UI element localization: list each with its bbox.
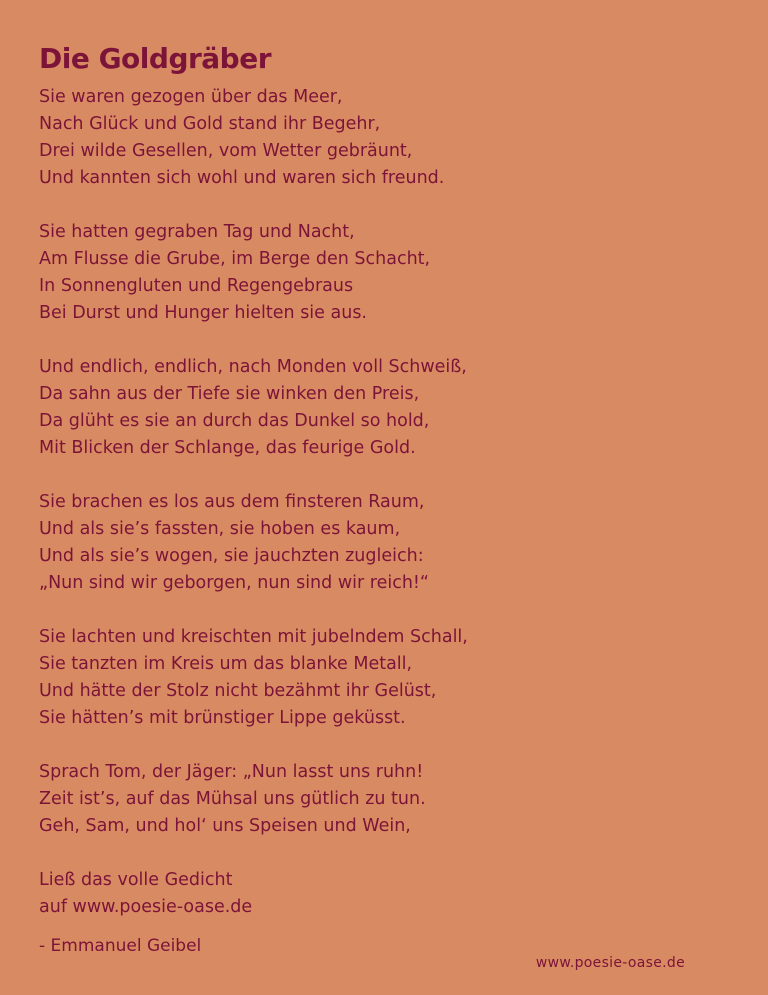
- poem-line: Sie hätten’s mit brünstiger Lippe geküsst.: [39, 708, 406, 728]
- poem-line: Und hätte der Stolz nicht bezähmt ihr Gelüst,: [39, 681, 437, 701]
- poem-title: Die Goldgräber: [39, 42, 272, 75]
- stanza: [39, 489, 739, 597]
- poem-line: Sie hatten gegraben Tag und Nacht,: [39, 222, 355, 242]
- poem-line: Da sahn aus der Tiefe sie winken den Preis,: [39, 384, 420, 404]
- poem-line: Und als sie’s wogen, sie jauchzten zugleich:: [39, 546, 424, 566]
- poem-line: Sie lachten und kreischten mit jubelndem Schall,: [39, 627, 468, 647]
- site-watermark: www.poesie-oase.de: [535, 955, 685, 971]
- poem-line: Sie waren gezogen über das Meer,: [39, 87, 343, 107]
- poem-line: Geh, Sam, und hol‘ uns Speisen und Wein,: [39, 816, 411, 836]
- poem-page: [39, 38, 739, 948]
- poem-line: Nach Glück und Gold stand ihr Begehr,: [39, 114, 381, 134]
- stanza: [39, 759, 739, 840]
- poem-line: Und endlich, endlich, nach Monden voll Schweiß,: [39, 357, 467, 377]
- note-line: auf www.poesie-oase.de: [39, 897, 253, 917]
- poem-line: Sprach Tom, der Jäger: „Nun lasst uns ruhn!: [39, 762, 424, 782]
- poem-line: „Nun sind wir geborgen, nun sind wir reich!“: [39, 573, 429, 593]
- poem-line: Und als sie’s fassten, sie hoben es kaum,: [39, 519, 401, 539]
- poem-line: Drei wilde Gesellen, vom Wetter gebräunt,: [39, 141, 413, 161]
- read-more-note: [39, 867, 739, 921]
- poem-line: Mit Blicken der Schlange, das feurige Gold.: [39, 438, 416, 458]
- stanza: [39, 624, 739, 732]
- author-credit: - Emmanuel Geibel: [39, 936, 202, 956]
- poem-line: Am Flusse die Grube, im Berge den Schacht,: [39, 249, 431, 269]
- poem-line: Sie brachen es los aus dem finsteren Raum,: [39, 492, 425, 512]
- stanza: [39, 354, 739, 462]
- poem-line: Sie tanzten im Kreis um das blanke Metall,: [39, 654, 413, 674]
- stanza: [39, 219, 739, 327]
- stanza: [39, 84, 739, 192]
- poem-body: [39, 84, 739, 840]
- poem-line: Und kannten sich wohl und waren sich freund.: [39, 168, 445, 188]
- poem-line: Zeit ist’s, auf das Mühsal uns gütlich zu tun.: [39, 789, 426, 809]
- poem-line: Da glüht es sie an durch das Dunkel so hold,: [39, 411, 430, 431]
- poem-line: In Sonnengluten und Regengebraus: [39, 276, 354, 296]
- poem-line: Bei Durst und Hunger hielten sie aus.: [39, 303, 367, 323]
- note-line: Ließ das volle Gedicht: [39, 870, 233, 890]
